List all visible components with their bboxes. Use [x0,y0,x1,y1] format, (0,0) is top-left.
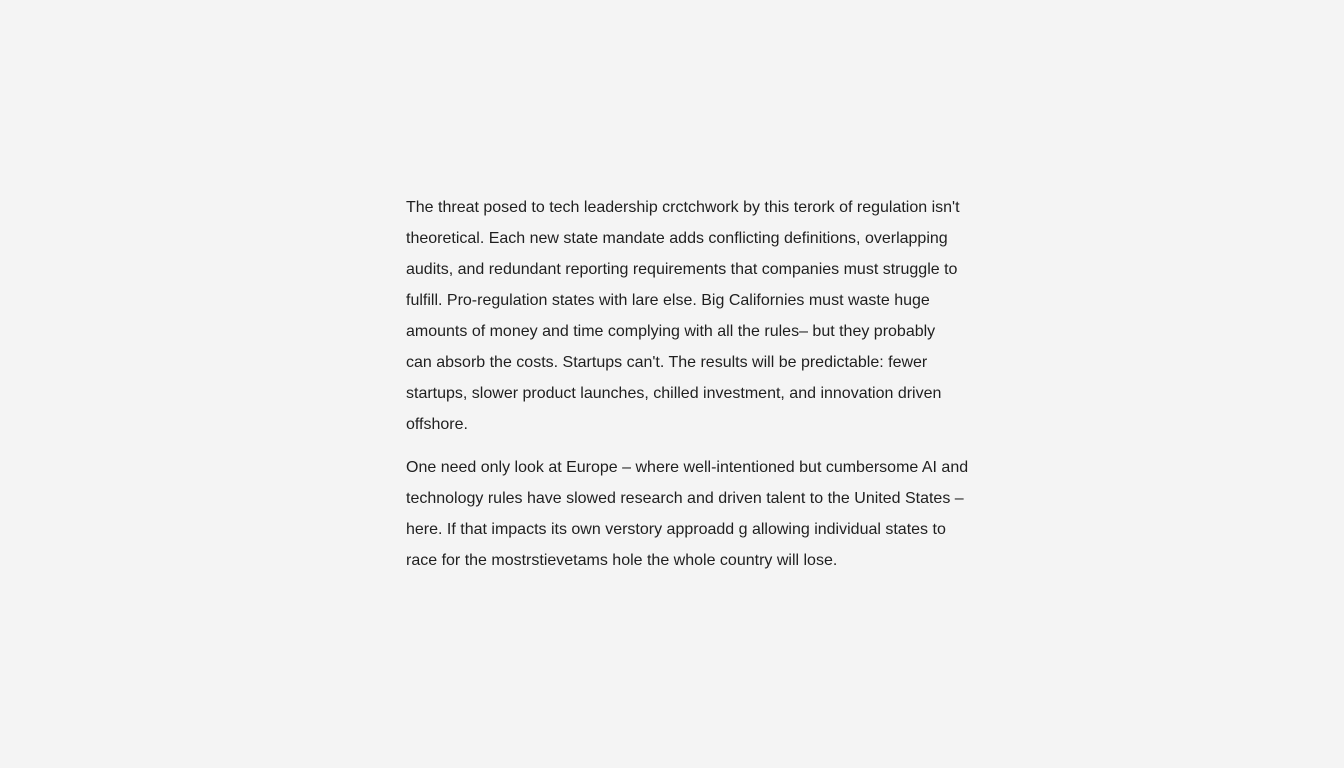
text-line: The threat posed to tech leadership crctchwork by this terork of regulation isn't [406,199,960,216]
text-line: here. If that impacts its own verstory approadd g allowing individual states to [406,521,946,538]
text-line: can absorb the costs. Startups can't. The results will be predictable: fewer [406,354,928,371]
text-line: theoretical. Each new state mandate adds conflicting definitions, overlapping [406,230,948,247]
text-line: offshore. [406,416,468,433]
paragraph-2 [406,452,969,576]
text-line: fulfill. Pro-regulation states with lare else. Big Californies must waste huge [406,292,930,309]
text-line: amounts of money and time complying with all the rules– but they probably [406,323,936,340]
text-line: technology rules have slowed research and driven talent to the United States – [406,490,964,507]
text-line: startups, slower product launches, chilled investment, and innovation driven [406,385,942,402]
paragraph-1 [406,192,960,440]
text-line: One need only look at Europe – where well-intentioned but cumbersome AI and [406,459,969,476]
article-body [406,192,969,576]
text-line: audits, and redundant reporting requirements that companies must struggle to [406,261,958,278]
text-line: race for the mostrstievetams hole the whole country will lose. [406,552,838,569]
